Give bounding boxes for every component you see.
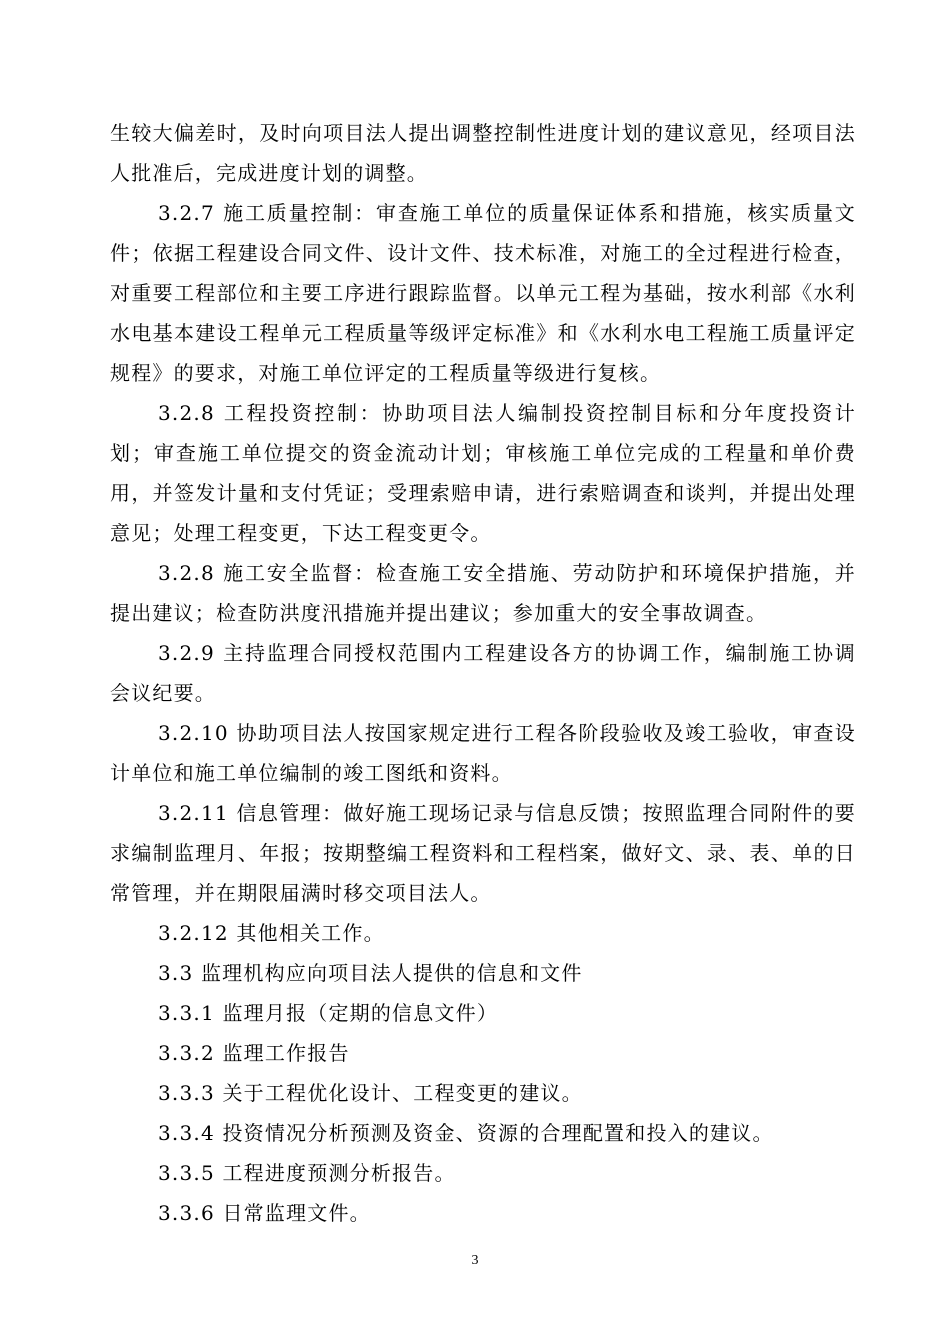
paragraph-investment-control: 3.2.8 工程投资控制：协助项目法人编制投资控制目标和分年度投资计划；审查施工单位提交的资金流动计划；审核施工单位完成的工程量和单价费用，并签发计量和支付凭证；受理索赔申请，进行索赔调查和谈判，并提出处理意见；处理工程变更，下达工程变更令。 bbox=[110, 401, 856, 545]
list-item-work-report: 3.3.2 监理工作报告 bbox=[158, 1041, 350, 1065]
paragraph-progress-adjustment: 生较大偏差时，及时向项目法人提出调整控制性进度计划的建议意见，经项目法人批准后，完成进度计划的调整。 bbox=[110, 121, 856, 185]
list-item-progress-forecast: 3.3.5 工程进度预测分析报告。 bbox=[158, 1161, 456, 1185]
paragraph-acceptance: 3.2.10 协助项目法人按国家规定进行工程各阶段验收及竣工验收，审查设计单位和施工单位编制的竣工图纸和资料。 bbox=[110, 721, 856, 785]
paragraph-quality-control: 3.2.7 施工质量控制：审查施工单位的质量保证体系和措施，核实质量文件；依据工程建设合同文件、设计文件、技术标准，对施工的全过程进行检查，对重要工程部位和主要工序进行跟踪监督。以单元工程为基础，按水利部《水利水电基本建设工程单元工程质量等级评定标准》和《水利水电工程施工质量评定规程》的要求，对施工单位评定的工程质量等级进行复核。 bbox=[110, 201, 856, 385]
paragraph-coordination: 3.2.9 主持监理合同授权范围内工程建设各方的协调工作，编制施工协调会议纪要。 bbox=[110, 641, 856, 705]
list-item-investment-analysis: 3.3.4 投资情况分析预测及资金、资源的合理配置和投入的建议。 bbox=[158, 1121, 774, 1145]
list-item-daily-documents: 3.3.6 日常监理文件。 bbox=[158, 1201, 371, 1225]
paragraph-safety-supervision: 3.2.8 施工安全监督：检查施工安全措施、劳动防护和环境保护措施，并提出建议；检查防洪度汛措施并提出建议；参加重大的安全事故调查。 bbox=[110, 561, 856, 625]
list-item-design-suggestions: 3.3.3 关于工程优化设计、工程变更的建议。 bbox=[158, 1081, 583, 1105]
paragraph-information-management: 3.2.11 信息管理：做好施工现场记录与信息反馈；按照监理合同附件的要求编制监理月、年报；按期整编工程资料和工程档案，做好文、录、表、单的日常管理，并在期限届满时移交项目法人。 bbox=[110, 801, 856, 905]
paragraph-other-work: 3.2.12 其他相关工作。 bbox=[158, 921, 385, 945]
document-body bbox=[110, 113, 856, 1233]
page-number: 3 bbox=[471, 1253, 479, 1268]
list-item-monthly-report: 3.3.1 监理月报（定期的信息文件） bbox=[158, 1001, 499, 1025]
section-heading-information-documents: 3.3 监理机构应向项目法人提供的信息和文件 bbox=[158, 961, 583, 985]
